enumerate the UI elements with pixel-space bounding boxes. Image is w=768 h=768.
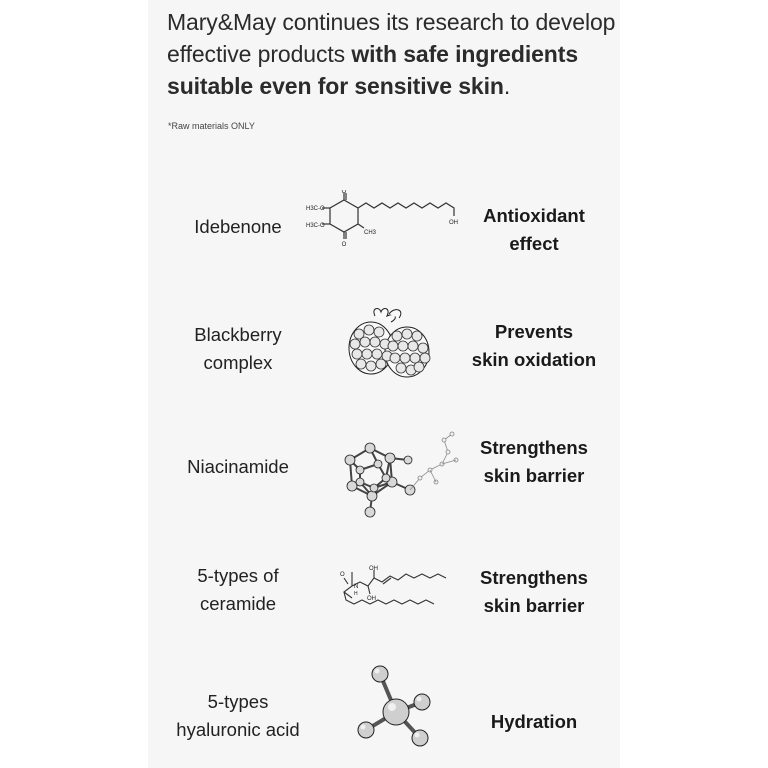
ingredient-effect-hyaluronic (434, 708, 634, 736)
ingredient-effect-idebenone (434, 202, 634, 258)
formula-label: H (354, 591, 358, 597)
formula-label: O (341, 242, 347, 248)
intro-end: . (503, 73, 511, 99)
effect-line: effect (509, 233, 559, 254)
effect-line: Antioxidant (483, 205, 585, 226)
formula-label: N (354, 584, 359, 590)
hyaluronic-molecule-icon (350, 660, 440, 752)
effect-line: skin barrier (483, 595, 585, 616)
ingredient-name-hyaluronic (138, 688, 338, 744)
ingredient-name-line: 5-types of (197, 565, 279, 586)
effect-line: Prevents (494, 321, 574, 342)
intro-part1: Mary&May continues its research to develop effective products (167, 9, 616, 67)
ingredient-effect-ceramide (434, 564, 634, 620)
ingredient-name-line: 5-types (207, 691, 269, 712)
ingredient-name-line: Niacinamide (187, 456, 289, 477)
ingredient-name-line: ceramide (199, 593, 277, 614)
effect-line: Strengthens (480, 567, 588, 588)
formula-label: OH (367, 596, 376, 602)
formula-label: H3C-O (306, 206, 325, 212)
ingredient-name-line: complex (203, 352, 273, 373)
blackberry-icon (345, 304, 435, 384)
effect-line: skin oxidation (471, 349, 597, 370)
content-panel (148, 0, 620, 768)
formula-label: O (340, 572, 345, 578)
formula-label: O (341, 190, 347, 195)
ingredient-effect-niacinamide (434, 434, 634, 490)
formula-label: OH (369, 566, 378, 572)
ingredient-name-line: hyaluronic acid (176, 719, 300, 740)
ingredient-name-blackberry (138, 321, 338, 377)
formula-label: H3C-O (306, 223, 325, 229)
ingredient-name-line: Idebenone (194, 216, 282, 237)
ingredient-effect-blackberry (434, 318, 634, 374)
ingredient-name-ceramide (138, 562, 338, 618)
intro-text (167, 6, 627, 102)
footnote: *Raw materials ONLY (168, 121, 255, 131)
ingredient-name-niacinamide (138, 453, 338, 481)
effect-line: Hydration (490, 711, 578, 732)
intro-bold: with safe ingredients suitable even for sensitive skin (167, 41, 579, 99)
formula-label: OH (449, 220, 458, 226)
effect-line: skin barrier (483, 465, 585, 486)
formula-label: CH3 (364, 230, 377, 236)
ingredient-name-line: Blackberry (194, 324, 282, 345)
effect-line: Strengthens (480, 437, 588, 458)
